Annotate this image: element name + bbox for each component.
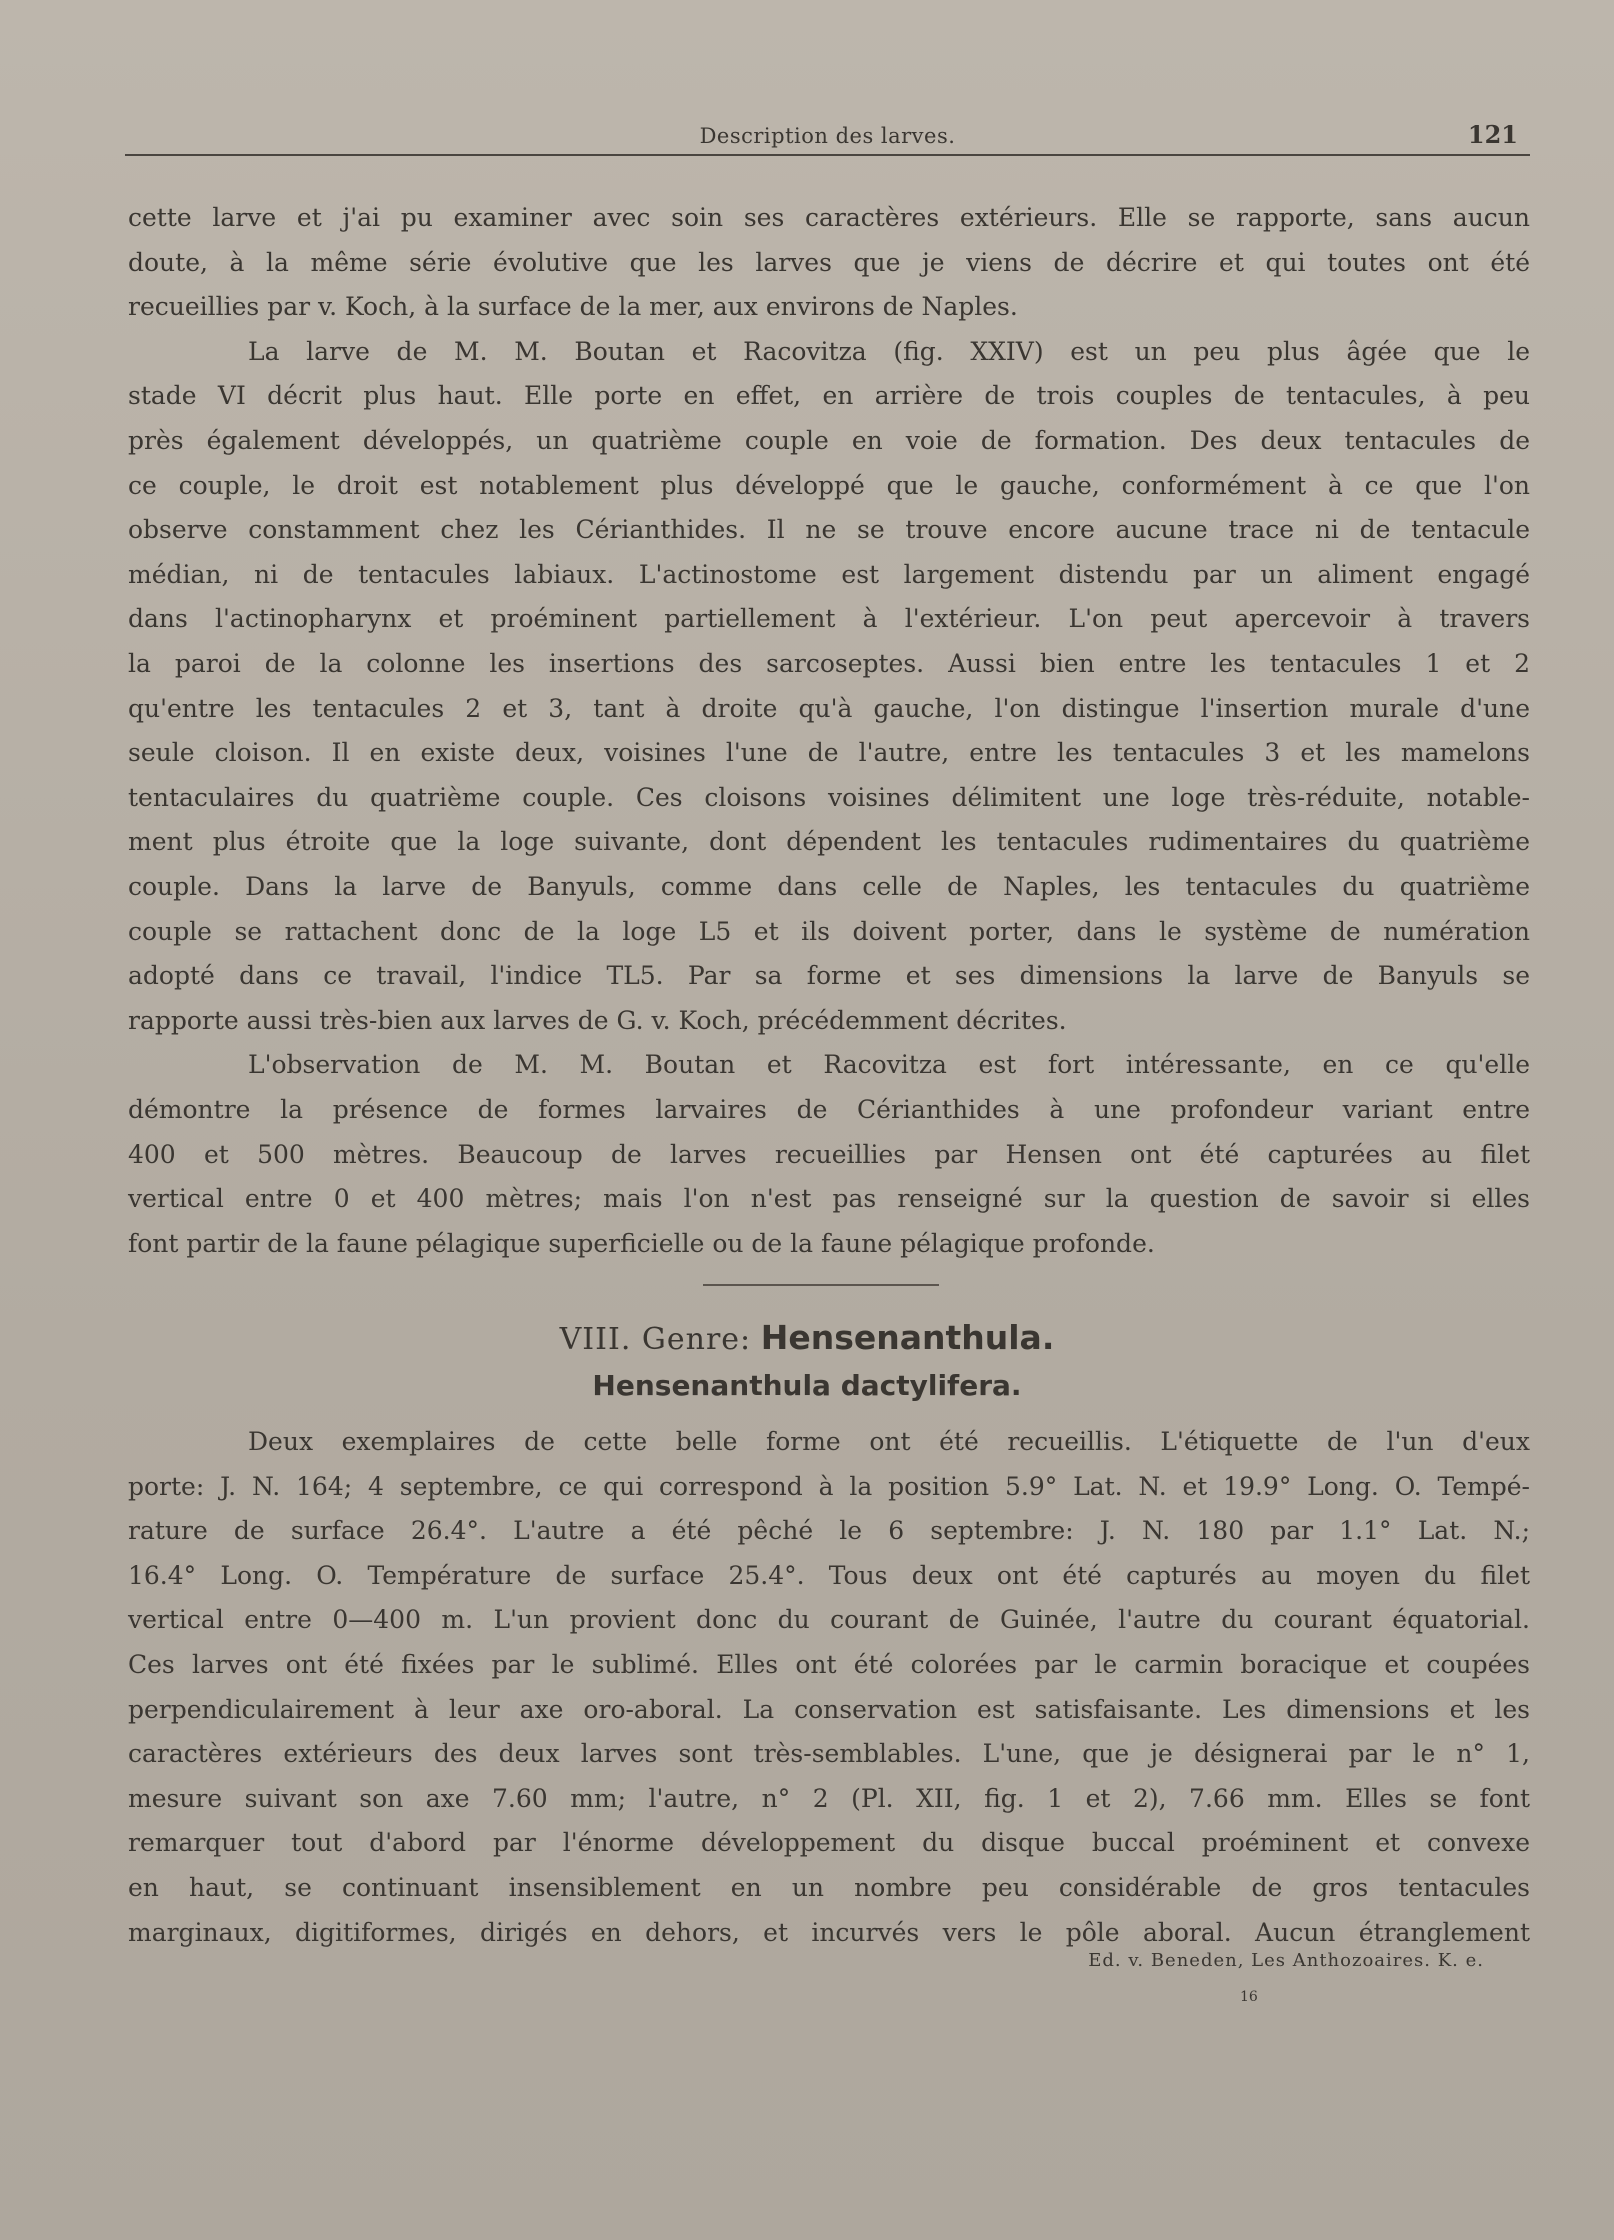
- paragraph-4: [128, 1420, 1530, 1955]
- text-line: remarquer tout d'abord par l'énorme développement du disque buccal proéminent et convexe: [128, 1828, 1530, 1858]
- running-header: [125, 118, 1530, 158]
- text-line: porte: J. N. 164; 4 septembre, ce qui correspond à la position 5.9° Lat. N. et 19.9° Long. O. Tempé-: [128, 1471, 1530, 1501]
- text-line: la paroi de la colonne les insertions des sarcoseptes. Aussi bien entre les tentacules 1 et 2: [128, 648, 1530, 678]
- text-line: vertical entre 0 et 400 mètres; mais l'on n'est pas renseigné sur la question de savoir si elles: [128, 1184, 1530, 1214]
- text-line: dans l'actinopharynx et proéminent partiellement à l'extérieur. L'on peut apercevoir à travers: [128, 604, 1530, 634]
- genre-prefix: VIII. Genre:: [559, 1322, 752, 1357]
- text-line: vertical entre 0—400 m. L'un provient donc du courant de Guinée, l'autre du courant équatorial.: [128, 1605, 1530, 1635]
- genre-heading: [0, 1318, 1614, 1357]
- text-line: 400 et 500 mètres. Beaucoup de larves recueillies par Hensen ont été capturées au filet: [128, 1139, 1530, 1169]
- page-number: 121: [1467, 120, 1518, 149]
- text-line: couple. Dans la larve de Banyuls, comme dans celle de Naples, les tentacules du quatrième: [128, 871, 1530, 901]
- text-line: doute, à la même série évolutive que les larves que je viens de décrire et qui toutes ont été: [128, 247, 1530, 277]
- text-line: seule cloison. Il en existe deux, voisines l'une de l'autre, entre les tentacules 3 et les mamelons: [128, 738, 1530, 768]
- signature-mark: 16: [1240, 1989, 1258, 2005]
- text-line: Deux exemplaires de cette belle forme ont été recueillis. L'étiquette de l'un d'eux: [248, 1427, 1530, 1456]
- text-line: rature de surface 26.4°. L'autre a été pêché le 6 septembre: J. N. 180 par 1.1° Lat. N.;: [128, 1516, 1530, 1546]
- footer-note: Ed. v. Beneden, Les Anthozoaires. K. e.: [1088, 1950, 1484, 1971]
- text-line: La larve de M. M. Boutan et Racovitza (fig. XXIV) est un peu plus âgée que le: [248, 336, 1530, 366]
- text-line: qu'entre les tentacules 2 et 3, tant à droite qu'à gauche, l'on distingue l'insertion murale d'une: [128, 693, 1530, 723]
- section-separator: [703, 1284, 939, 1286]
- text-line: recueillies par v. Koch, à la surface de la mer, aux environs de Naples.: [128, 292, 1018, 322]
- paragraph-2: [128, 330, 1530, 1044]
- text-line: rapporte aussi très-bien aux larves de G. v. Koch, précédemment décrites.: [128, 1005, 1067, 1035]
- text-line: tentaculaires du quatrième couple. Ces cloisons voisines délimitent une loge très-réduite, notable-: [128, 782, 1530, 812]
- text-line: L'observation de M. M. Boutan et Racovitza est fort intéressante, en ce qu'elle: [248, 1050, 1530, 1080]
- text-line: stade VI décrit plus haut. Elle porte en effet, en arrière de trois couples de tentacules, à peu: [128, 381, 1530, 411]
- text-line: mesure suivant son axe 7.60 mm; l'autre, n° 2 (Pl. XII, fig. 1 et 2), 7.66 mm. Elles se font: [128, 1783, 1530, 1813]
- text-line: ce couple, le droit est notablement plus développé que le gauche, conformément à ce que l'on: [128, 470, 1530, 500]
- text-line: couple se rattachent donc de la loge L5 et ils doivent porter, dans le système de numération: [128, 916, 1530, 946]
- text-line: Ces larves ont été fixées par le sublimé. Elles ont été colorées par le carmin boracique et coupées: [128, 1649, 1530, 1679]
- text-line: adopté dans ce travail, l'indice TL5. Par sa forme et ses dimensions la larve de Banyuls se: [128, 961, 1530, 991]
- text-line: en haut, se continuant insensiblement en un nombre peu considérable de gros tentacules: [128, 1872, 1530, 1902]
- genre-name: Hensenanthula.: [760, 1318, 1055, 1357]
- text-line: cette larve et j'ai pu examiner avec soin ses caractères extérieurs. Elle se rapporte, sans aucun: [128, 203, 1530, 232]
- text-line: caractères extérieurs des deux larves sont très-semblables. L'une, que je désignerai par le n° 1,: [128, 1739, 1530, 1769]
- running-title: Description des larves.: [699, 124, 956, 148]
- text-line: démontre la présence de formes larvaires de Cérianthides à une profondeur variant entre: [128, 1094, 1530, 1124]
- paragraph-1: [128, 196, 1530, 330]
- text-line: 16.4° Long. O. Température de surface 25.4°. Tous deux ont été capturés au moyen du filet: [128, 1560, 1530, 1590]
- species-heading: Hensenanthula dactylifera.: [592, 1369, 1022, 1402]
- text-line: observe constamment chez les Cérianthides. Il ne se trouve encore aucune trace ni de tentacule: [128, 515, 1530, 545]
- text-line: ment plus étroite que la loge suivante, dont dépendent les tentacules rudimentaires du quatrième: [128, 827, 1530, 857]
- text-line: marginaux, digitiformes, dirigés en dehors, et incurvés vers le pôle aboral. Aucun étranglement: [128, 1917, 1530, 1947]
- text-line: médian, ni de tentacules labiaux. L'actinostome est largement distendu par un aliment engagé: [128, 559, 1530, 589]
- paragraph-3: [128, 1043, 1530, 1266]
- text-line: font partir de la faune pélagique superficielle ou de la faune pélagique profonde.: [128, 1228, 1155, 1258]
- header-rule: [125, 154, 1530, 156]
- text-line: près également développés, un quatrième couple en voie de formation. Des deux tentacules de: [128, 425, 1530, 455]
- text-line: perpendiculairement à leur axe oro-aboral. La conservation est satisfaisante. Les dimensions et les: [128, 1694, 1530, 1724]
